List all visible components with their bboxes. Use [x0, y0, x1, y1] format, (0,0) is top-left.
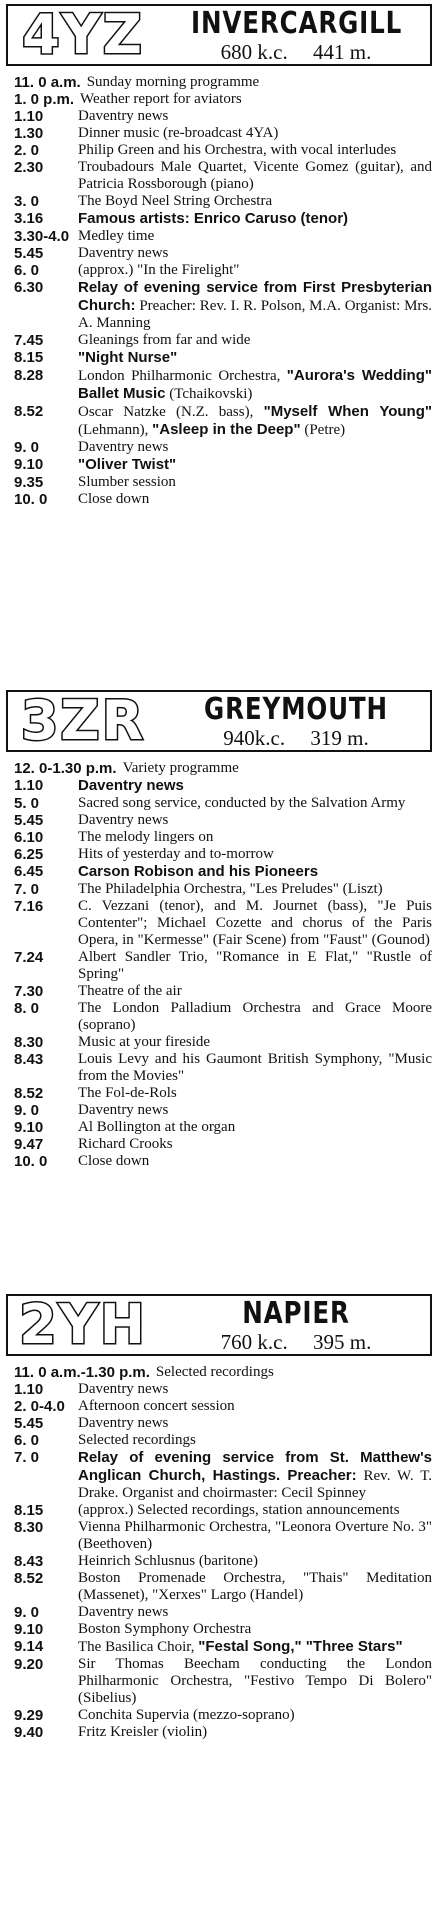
programme-list	[0, 74, 440, 508]
programme-row	[0, 1102, 440, 1119]
programme-time: 9. 0	[14, 439, 40, 456]
programme-description	[78, 1553, 440, 1570]
programme-time: 6.25	[14, 846, 44, 863]
programme-time: 11. 0 a.m.	[14, 74, 81, 91]
programme-row	[0, 795, 440, 812]
programme-time: 9.10	[14, 1621, 44, 1638]
programme-description	[78, 829, 440, 846]
programme-row	[0, 1415, 440, 1432]
programme-description	[78, 1707, 440, 1724]
station-header	[6, 4, 432, 66]
station-frequency	[168, 40, 424, 64]
programme-row	[0, 1621, 440, 1638]
programme-time: 1.10	[14, 777, 44, 794]
programme-description	[78, 403, 440, 439]
programme-text: Al Bollington at the organ	[78, 1119, 236, 1135]
programme-description	[156, 1364, 440, 1381]
programme-text: Selected recordings	[78, 1432, 196, 1448]
programme-row	[0, 403, 440, 439]
programme-time: 9.35	[14, 474, 44, 491]
programme-description	[78, 1102, 440, 1119]
programme-description	[78, 1085, 440, 1102]
programme-row	[0, 846, 440, 863]
station-callsign: 3ZR	[20, 689, 146, 752]
programme-time: 9. 0	[14, 1604, 40, 1621]
station-city: GREYMOUTH	[204, 692, 388, 727]
programme-description	[80, 91, 440, 108]
programme-description	[78, 245, 440, 262]
programme-text-bold: Famous artists: Enrico Caruso (tenor)	[78, 210, 349, 227]
station-frequency	[168, 726, 424, 750]
programme-time: 6.10	[14, 829, 44, 846]
programme-row	[0, 1638, 440, 1656]
programme-row	[0, 91, 440, 108]
programme-text: Slumber session	[78, 474, 176, 490]
programme-description	[78, 262, 440, 279]
programme-time: 9. 0	[14, 1102, 40, 1119]
programme-time: 11. 0 a.m.-1.30 p.m.	[14, 1364, 150, 1381]
programme-description	[78, 1604, 440, 1621]
programme-text: Dinner music (re-broadcast 4YA)	[78, 125, 279, 141]
programme-row	[0, 1034, 440, 1051]
programme-text-bold: "Aurora's Wedding" Ballet Music	[78, 367, 432, 402]
programme-text: Sir Thomas Beecham conducting the London Philharmonic Orchestra, "Festivo Tempo Di Bolero" (Sibelius)	[78, 1656, 432, 1706]
programme-text-bold: "Festal Song," "Three Stars"	[198, 1638, 403, 1655]
station-kc: 680 k.c.	[220, 40, 288, 64]
programme-text: Boston Promenade Orchestra, "Thais" Meditation (Massenet), "Xerxes" Largo (Handel)	[78, 1570, 432, 1603]
station-wavelength: 441 m.	[312, 40, 372, 64]
programme-text: Philip Green and his Orchestra, with vocal interludes	[78, 142, 397, 158]
programme-text: London Philharmonic Orchestra,	[78, 368, 287, 384]
programme-row	[0, 863, 440, 881]
programme-row	[0, 1398, 440, 1415]
programme-time: 8.28	[14, 367, 44, 384]
programme-time: 6. 0	[14, 262, 40, 279]
programme-text: Albert Sandler Trio, "Romance in E Flat," "Rustle of Spring"	[78, 949, 432, 982]
programme-row	[0, 159, 440, 193]
programme-description	[78, 332, 440, 349]
programme-text: Sacred song service, conducted by the Salvation Army	[78, 795, 406, 811]
programme-text-bold: Relay of evening service from St. Matthew's Anglican Church, Hastings. Preacher:	[78, 1449, 432, 1484]
programme-time: 7.16	[14, 898, 44, 915]
programme-row	[0, 1136, 440, 1153]
station-kc: 940k.c.	[223, 726, 286, 750]
programme-text: (Petre)	[300, 422, 346, 438]
programme-text: Music at your fireside	[78, 1034, 211, 1050]
programme-description	[78, 1415, 440, 1432]
programme-description	[78, 949, 440, 983]
programme-text: Heinrich Schlusnus (baritone)	[78, 1553, 258, 1569]
programme-time: 6.30	[14, 279, 44, 296]
station-callsign: 4YZ	[22, 3, 144, 66]
programme-text: Daventry news	[78, 1381, 169, 1397]
programme-row	[0, 898, 440, 949]
station-city: NAPIER	[242, 1296, 350, 1331]
programme-row	[0, 142, 440, 159]
programme-time: 8.43	[14, 1553, 44, 1570]
programme-text: (Tchaikovski)	[165, 386, 253, 402]
programme-text: Hits of yesterday and to-morrow	[78, 846, 274, 862]
programme-description	[78, 279, 440, 332]
programme-time: 1.10	[14, 108, 44, 125]
programme-text: Sunday morning programme	[86, 74, 260, 90]
programme-description	[78, 1724, 440, 1741]
station-section-invercargill	[0, 4, 440, 508]
programme-row	[0, 1553, 440, 1570]
programme-time: 10. 0	[14, 491, 48, 508]
station-header	[6, 690, 432, 752]
programme-time: 5. 0	[14, 795, 40, 812]
programme-time: 8. 0	[14, 1000, 40, 1017]
programme-time: 8.43	[14, 1051, 44, 1068]
programme-description	[78, 142, 440, 159]
programme-description	[78, 983, 440, 1000]
programme-row	[0, 1085, 440, 1102]
programme-time: 6.45	[14, 863, 44, 880]
programme-text: Boston Symphony Orchestra	[78, 1621, 252, 1637]
programme-text: Preacher: Rev. I. R. Polson, M.A. Organist: Mrs. A. Manning	[78, 298, 432, 331]
programme-row	[0, 439, 440, 456]
programme-description	[78, 108, 440, 125]
programme-time: 1.30	[14, 125, 44, 142]
programme-row	[0, 1656, 440, 1707]
programme-description	[78, 125, 440, 142]
station-kc: 760 k.c.	[220, 1330, 288, 1354]
programme-text-bold: "Asleep in the Deep"	[152, 421, 301, 438]
programme-row	[0, 1381, 440, 1398]
programme-time: 5.45	[14, 1415, 44, 1432]
programme-time: 8.52	[14, 1085, 44, 1102]
programme-row	[0, 1051, 440, 1085]
programme-row	[0, 1604, 440, 1621]
programme-text: Fritz Kreisler (violin)	[78, 1724, 208, 1740]
programme-text: Vienna Philharmonic Orchestra, "Leonora Overture No. 3" (Beethoven)	[78, 1519, 432, 1552]
programme-row	[0, 262, 440, 279]
programme-description	[78, 1621, 440, 1638]
programme-description	[78, 228, 440, 245]
programme-row	[0, 210, 440, 228]
programme-time: 8.30	[14, 1034, 44, 1051]
programme-description	[78, 1034, 440, 1051]
programme-text-bold: "Night Nurse"	[78, 349, 178, 366]
programme-description	[78, 777, 440, 795]
programme-time: 3.30-4.0	[14, 228, 70, 245]
programme-description	[78, 1502, 440, 1519]
programme-text: The melody lingers on	[78, 829, 214, 845]
programme-row	[0, 1119, 440, 1136]
programme-text: The Boyd Neel String Orchestra	[78, 193, 273, 209]
programme-row	[0, 829, 440, 846]
station-section-greymouth	[0, 690, 440, 1170]
programme-description	[78, 1153, 440, 1170]
programme-time: 9.20	[14, 1656, 44, 1673]
programme-description	[78, 812, 440, 829]
station-wavelength: 395 m.	[312, 1330, 372, 1354]
programme-text: Conchita Supervia (mezzo-soprano)	[78, 1707, 295, 1723]
programme-row	[0, 456, 440, 474]
programme-row	[0, 1724, 440, 1741]
programme-row	[0, 108, 440, 125]
programme-text: Daventry news	[78, 1102, 169, 1118]
programme-text: Louis Levy and his Gaumont British Symphony, "Music from the Movies"	[78, 1051, 432, 1084]
programme-time: 1. 0 p.m.	[14, 91, 75, 108]
programme-time: 7. 0	[14, 1449, 40, 1466]
programme-text: The Philadelphia Orchestra, "Les Preludes" (Liszt)	[78, 881, 383, 897]
programme-time: 8.15	[14, 1502, 44, 1519]
programme-description	[87, 74, 440, 91]
programme-row	[0, 193, 440, 210]
programme-list	[0, 1364, 440, 1741]
programme-row	[0, 74, 440, 91]
programme-description	[78, 193, 440, 210]
station-callsign: 2YH	[19, 1293, 147, 1356]
programme-time: 8.15	[14, 349, 44, 366]
programme-text: The London Palladium Orchestra and Grace Moore (soprano)	[78, 1000, 432, 1033]
programme-description	[78, 1570, 440, 1604]
programme-time: 9.14	[14, 1638, 44, 1655]
programme-text: Variety programme	[122, 760, 239, 776]
programme-row	[0, 228, 440, 245]
programme-row	[0, 1519, 440, 1553]
programme-text: Daventry news	[78, 1415, 169, 1431]
programme-description	[78, 1000, 440, 1034]
programme-description	[78, 795, 440, 812]
programme-text-bold: "Myself When Young"	[263, 403, 432, 420]
programme-text: Close down	[78, 491, 150, 507]
programme-row	[0, 349, 440, 367]
programme-row	[0, 881, 440, 898]
programme-text: C. Vezzani (tenor), and M. Journet (bass), "Je Puis Contenter"; Michael Cozette and chorus of the Paris Opera, in "Kermesse" (Fair Scene) from "Faust" (Gounod)	[78, 898, 432, 948]
programme-time: 7.45	[14, 332, 44, 349]
programme-description	[123, 760, 440, 777]
programme-text: Richard Crooks	[78, 1136, 173, 1152]
programme-text: Daventry news	[78, 245, 169, 261]
programme-time: 7.30	[14, 983, 44, 1000]
programme-text: Daventry news	[78, 108, 169, 124]
programme-row	[0, 245, 440, 262]
programme-text-bold: Carson Robison and his Pioneers	[78, 863, 319, 880]
station-header	[6, 1294, 432, 1356]
programme-description	[78, 1656, 440, 1707]
programme-description	[78, 1432, 440, 1449]
programme-description	[78, 881, 440, 898]
programme-row	[0, 1000, 440, 1034]
programme-row	[0, 367, 440, 403]
programme-row	[0, 812, 440, 829]
programme-text-bold: Relay of evening service from First Presbyterian Church:	[78, 279, 432, 314]
programme-time: 8.52	[14, 403, 44, 420]
programme-description	[78, 349, 440, 367]
programme-text: Gleanings from far and wide	[78, 332, 251, 348]
programme-row	[0, 491, 440, 508]
programme-time: 9.10	[14, 456, 44, 473]
programme-row	[0, 1432, 440, 1449]
programme-time: 9.40	[14, 1724, 44, 1741]
programme-text: Medley time	[78, 228, 155, 244]
programme-time: 7. 0	[14, 881, 40, 898]
programme-description	[78, 1519, 440, 1553]
programme-text: Weather report for aviators	[80, 91, 242, 107]
programme-text: Daventry news	[78, 1604, 169, 1620]
station-wavelength: 319 m.	[310, 726, 369, 750]
programme-time: 5.45	[14, 812, 44, 829]
programme-description	[78, 1051, 440, 1085]
programme-time: 3. 0	[14, 193, 40, 210]
programme-text: Rev. W. T. Drake. Organist and choirmaster: Cecil Spinney	[78, 1468, 432, 1501]
programme-row	[0, 1364, 440, 1381]
programme-description	[78, 456, 440, 474]
programme-time: 5.45	[14, 245, 44, 262]
programme-description	[78, 491, 440, 508]
programme-time: 9.29	[14, 1707, 44, 1724]
station-section-napier	[0, 1294, 440, 1741]
programme-text-bold: "Oliver Twist"	[78, 456, 177, 473]
station-frequency	[168, 1330, 424, 1354]
programme-description	[78, 1136, 440, 1153]
programme-text: Close down	[78, 1153, 150, 1169]
programme-description	[78, 439, 440, 456]
programme-row	[0, 949, 440, 983]
programme-time: 12. 0-1.30 p.m.	[14, 760, 117, 777]
programme-time: 8.30	[14, 1519, 44, 1536]
programme-text: (approx.) "In the Firelight"	[78, 262, 240, 278]
programme-row	[0, 1502, 440, 1519]
programme-text: Troubadours Male Quartet, Vicente Gomez (guitar), and Patricia Rossborough (piano)	[78, 159, 432, 192]
programme-time: 1.10	[14, 1381, 44, 1398]
programme-text-bold: Daventry news	[78, 777, 184, 794]
programme-text: Afternoon concert session	[78, 1398, 235, 1414]
programme-description	[78, 210, 440, 228]
programme-row	[0, 983, 440, 1000]
programme-time: 2.30	[14, 159, 44, 176]
programme-time: 8.52	[14, 1570, 44, 1587]
programme-description	[78, 1398, 440, 1415]
programme-time: 7.24	[14, 949, 44, 966]
programme-time: 9.47	[14, 1136, 44, 1153]
programme-description	[78, 846, 440, 863]
programme-text: The Fol-de-Rols	[78, 1085, 177, 1101]
programme-text: Daventry news	[78, 812, 169, 828]
programme-description	[78, 863, 440, 881]
programme-row	[0, 125, 440, 142]
programme-row	[0, 332, 440, 349]
programme-description	[78, 474, 440, 491]
programme-text: (Lehmann),	[78, 422, 153, 438]
programme-description	[78, 1449, 440, 1502]
programme-time: 10. 0	[14, 1153, 48, 1170]
programme-text: Selected recordings	[155, 1364, 274, 1380]
programme-time: 2. 0-4.0	[14, 1398, 65, 1415]
programme-text: Daventry news	[78, 439, 169, 455]
programme-text: The Basilica Choir,	[78, 1639, 199, 1655]
programme-row	[0, 760, 440, 777]
programme-description	[78, 159, 440, 193]
programme-description	[78, 367, 440, 403]
programme-description	[78, 1119, 440, 1136]
programme-time: 2. 0	[14, 142, 40, 159]
programme-row	[0, 279, 440, 332]
programme-description	[78, 1638, 440, 1656]
programme-description	[78, 1381, 440, 1398]
programme-row	[0, 1707, 440, 1724]
programme-row	[0, 1153, 440, 1170]
programme-list	[0, 760, 440, 1170]
programme-text: (approx.) Selected recordings, station announcements	[78, 1502, 400, 1518]
programme-text: Oscar Natzke (N.Z. bass),	[78, 404, 264, 420]
programme-row	[0, 1449, 440, 1502]
programme-text: Theatre of the air	[78, 983, 182, 999]
programme-description	[78, 898, 440, 949]
programme-row	[0, 1570, 440, 1604]
programme-time: 3.16	[14, 210, 44, 227]
station-city: INVERCARGILL	[191, 6, 403, 41]
programme-time: 9.10	[14, 1119, 44, 1136]
programme-time: 6. 0	[14, 1432, 40, 1449]
programme-row	[0, 474, 440, 491]
programme-row	[0, 777, 440, 795]
